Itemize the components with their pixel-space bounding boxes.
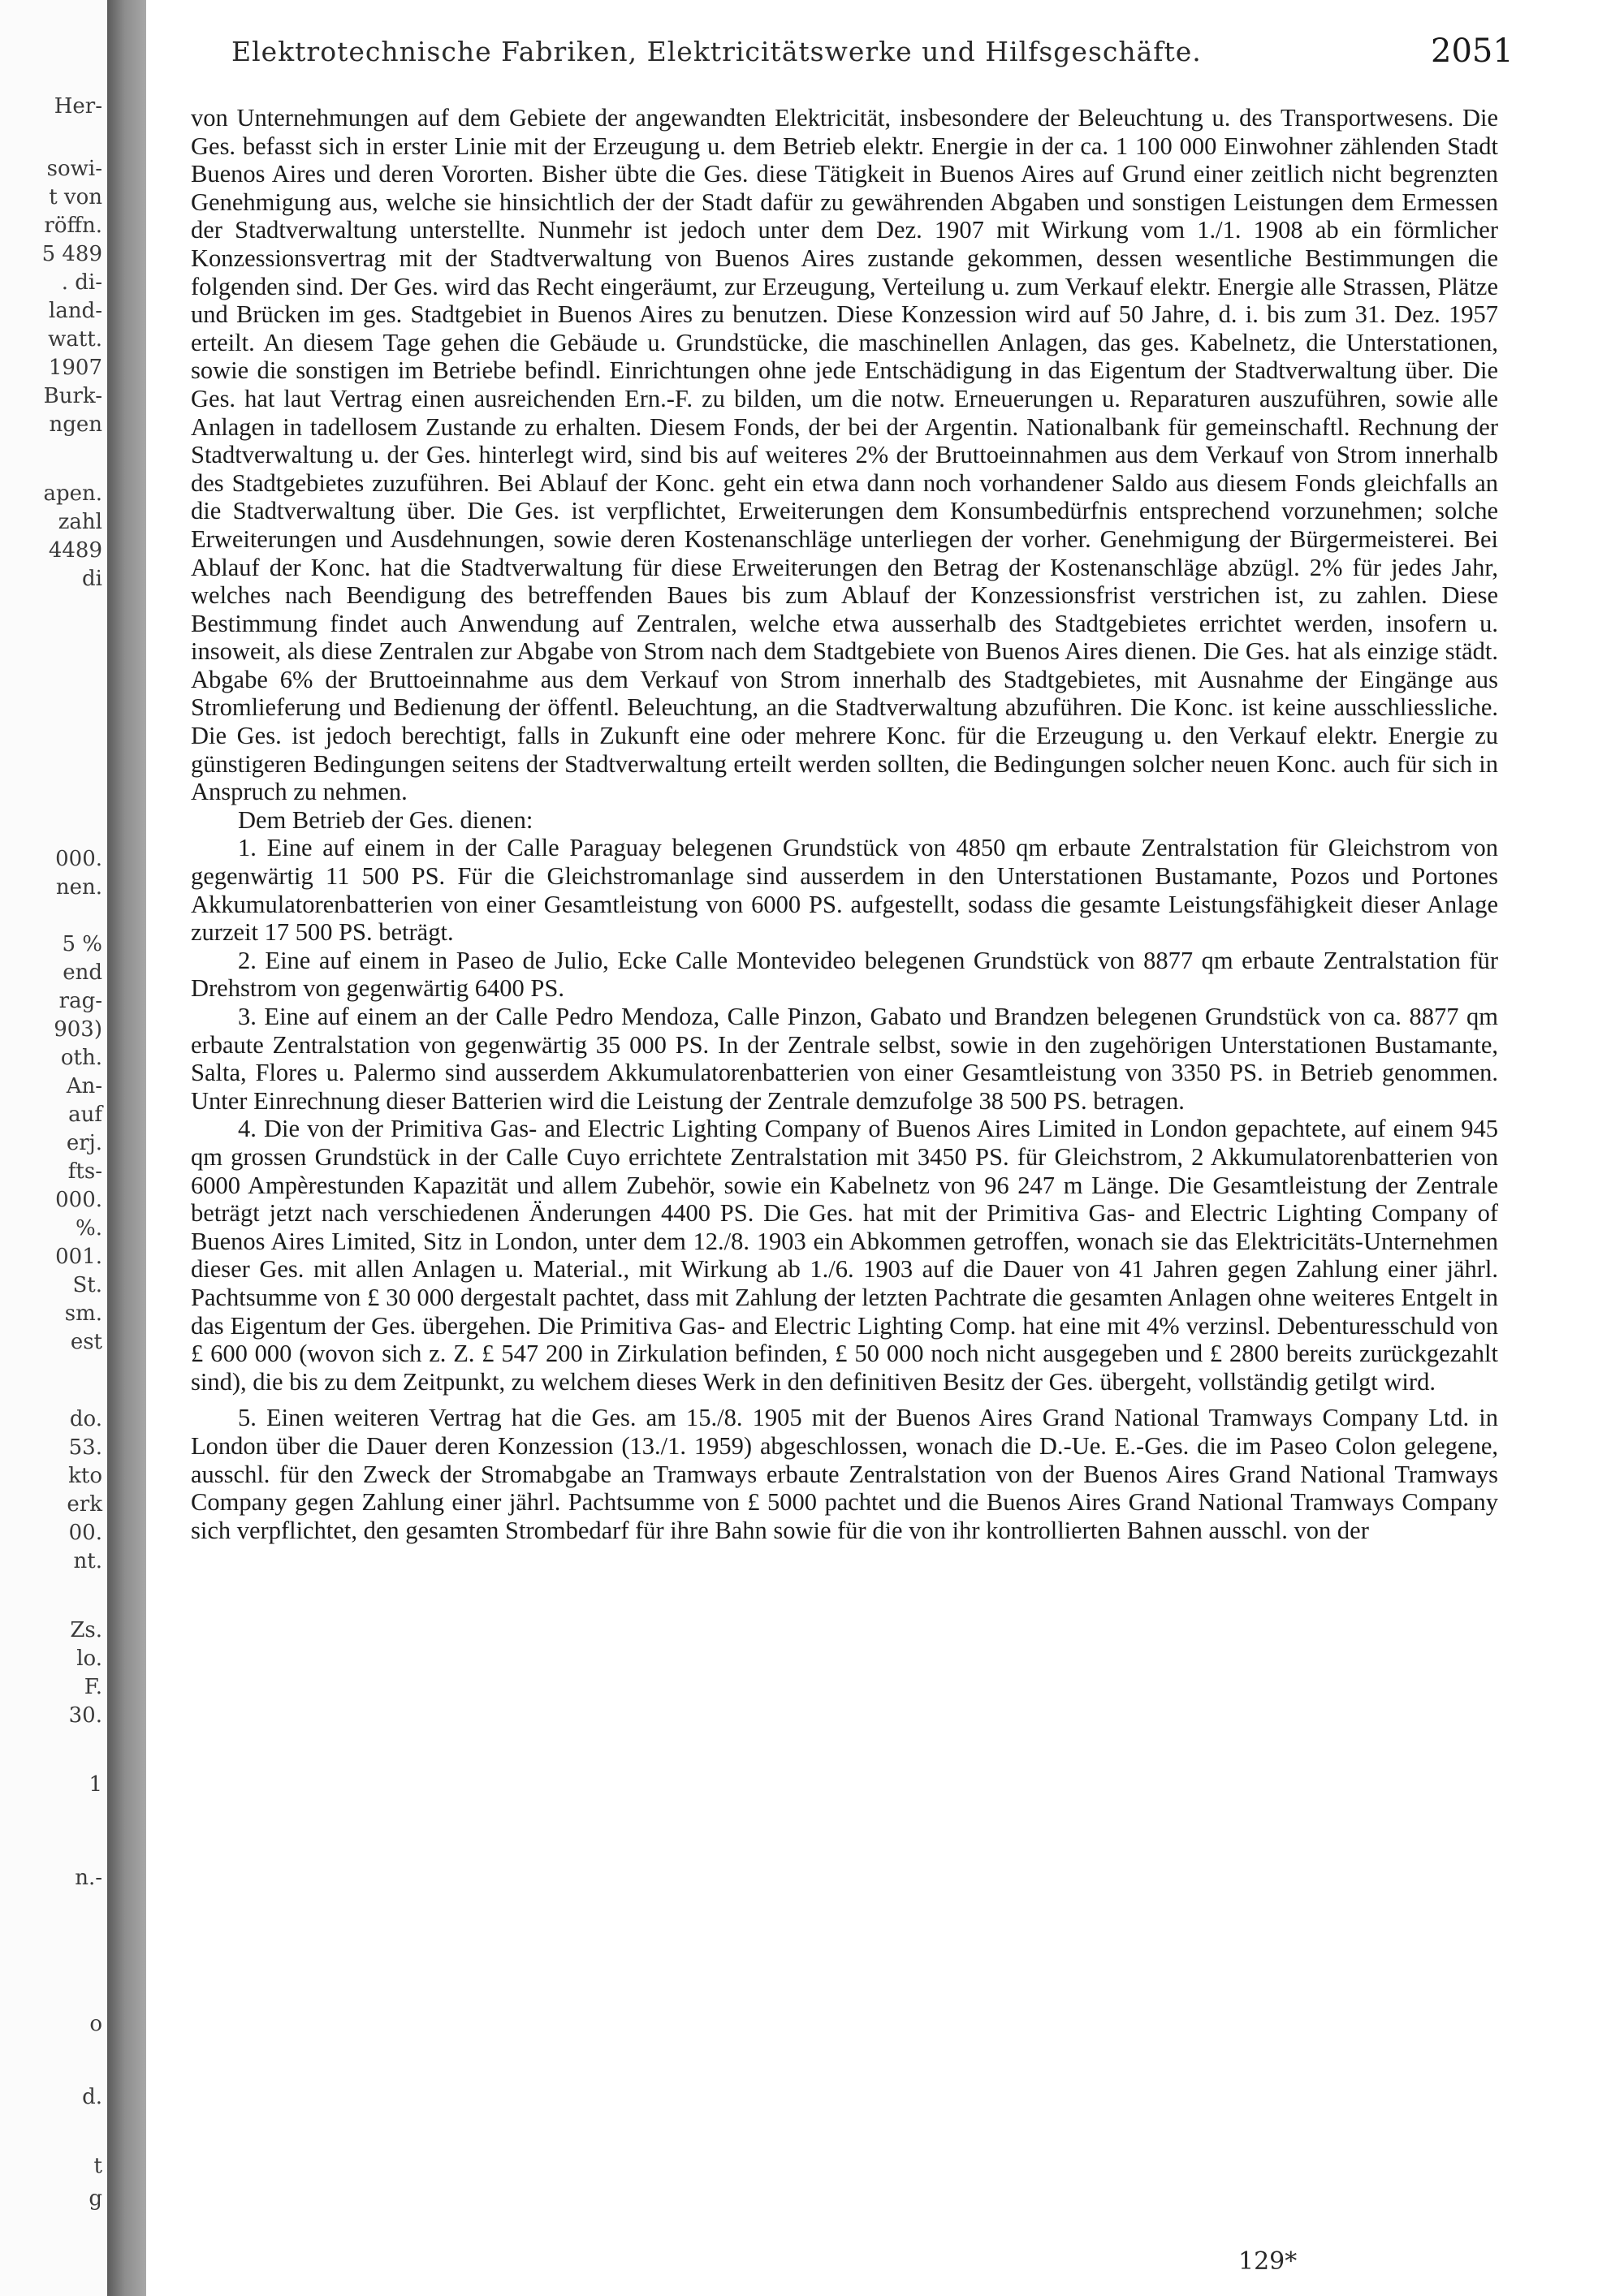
- margin-fragment: An-: [66, 1074, 102, 1098]
- margin-fragment: apen.: [43, 481, 102, 506]
- margin-fragment: do.: [69, 1407, 102, 1431]
- margin-fragment: fts-: [67, 1159, 102, 1184]
- margin-fragment: auf: [68, 1103, 102, 1127]
- margin-fragment: ngen: [49, 412, 102, 437]
- margin-fragment: 5 489: [41, 242, 102, 266]
- margin-fragment: rag-: [58, 989, 102, 1013]
- paragraph: 5. Einen weiteren Vertrag hat die Ges. am 15./8. 1905 mit der Buenos Aires Grand National Tramways Company Ltd. in London über die Dauer deren Konzession (13./1. 1959) abgeschlossen, wonach die D.-Ue. E.-Ges. die im Paseo Colon gelegene, ausschl. für den Zweck der Stromabgabe an Tramways erbaute Zentralstation von der Buenos Aires Grand National Tramways Company gegen Zahlung einer jährl. Pachtsumme von £ 5000 pachtet und die Buenos Aires Grand National Tramways Company sich verpflichtet, den gesamten Strombedarf für ihre Bahn sowie für die von ihr kontrollierten Bahnen ausschl. von der: [191, 1404, 1498, 1544]
- margin-fragment: g: [89, 2186, 102, 2211]
- margin-fragment: end: [63, 960, 102, 985]
- margin-fragment: watt.: [48, 327, 102, 352]
- book-gutter: [107, 0, 146, 2296]
- margin-fragment: 1: [89, 1772, 102, 1797]
- margin-fragment: o: [89, 2012, 102, 2036]
- page-number: 2051: [1431, 32, 1514, 70]
- margin-fragment: land-: [49, 299, 102, 323]
- margin-fragment: erk: [67, 1492, 102, 1517]
- margin-fragment: röffn.: [44, 214, 102, 238]
- margin-fragment: 00.: [68, 1521, 102, 1545]
- margin-fragment: Her-: [54, 94, 102, 119]
- margin-fragment: sm.: [64, 1301, 102, 1326]
- margin-fragment: 000.: [55, 1188, 102, 1212]
- margin-fragment: 4489: [48, 538, 102, 563]
- margin-fragment: . di-: [61, 270, 102, 295]
- margin-fragment: 903): [54, 1017, 102, 1042]
- paragraph: 3. Eine auf einem an der Calle Pedro Mendoza, Calle Pinzon, Gabato und Brandzen belegenen Grundstück von ca. 8877 qm erbaute Zentralstation von gegenwärtig 35 000 PS. In der Zentrale selbst, sowie in den zugehörigen Unterstationen Bustamante, Salta, Flores u. Palermo sind ausserdem Akkumulatorenbatterien von einer Gesamtleistung von 3350 PS. in Betrieb genommen. Unter Einrechnung dieser Batterien wird die Leistung der Zentrale demzufolge 38 500 PS. betragen.: [191, 1003, 1498, 1115]
- margin-fragment: 53.: [68, 1435, 102, 1460]
- margin-fragment: 30.: [68, 1703, 102, 1728]
- adjacent-page-edge: [0, 0, 107, 2296]
- margin-fragment: oth.: [60, 1046, 102, 1070]
- margin-fragment: kto: [68, 1464, 102, 1488]
- margin-fragment: St.: [72, 1273, 102, 1297]
- margin-fragment: t: [93, 2154, 102, 2178]
- margin-fragment: lo.: [76, 1646, 102, 1671]
- margin-fragment: 1907: [48, 356, 102, 380]
- paragraph: 2. Eine auf einem in Paseo de Julio, Ecke Calle Montevideo belegenen Grundstück von 8877 qm erbaute Zentralstation für Drehstrom von gegenwärtig 6400 PS.: [191, 946, 1498, 1003]
- margin-fragment: %.: [76, 1216, 102, 1241]
- margin-fragment: F.: [84, 1675, 102, 1699]
- paragraph: Dem Betrieb der Ges. dienen:: [238, 805, 533, 834]
- paragraph: 4. Die von der Primitiva Gas- and Electric Lighting Company of Buenos Aires Limited in London gepachtete, auf einem 945 qm grossen Grundstück in der Calle Cuyo errichtete Zentralstation mit 3450 PS. für Gleichstrom, 2 Akkumulatorenbatterien von 6000 Ampèrestunden Kapazität und allem Zubehör, sowie ein Kabelnetz von 96 247 m Länge. Die Gesamtleistung der Zentrale beträgt jetzt nach verschiedenen Änderungen 4400 PS. Die Ges. hat mit der Primitiva Gas- and Electric Lighting Company of Buenos Aires Limited, Sitz in London, unter dem 12./8. 1903 ein Abkommen getroffen, wonach sie das Elektricitäts-Unternehmen dieser Ges. mit allen Anlagen u. Material., mit Wirkung ab 1./6. 1903 auf die Dauer von 41 Jahren gegen Zahlung einer jährl. Pachtsumme von £ 30 000 dergestalt pachtet, dass mit Zahlung der letzten Pachtrate die gesamten Anlagen ohne weiteres Entgelt in das Eigentum der Ges. übergehen. Die Primitiva Gas- and Electric Lighting Comp. hat eine mit 4% verzinsl. Debenturesschuld von £ 600 000 (wovon sich z. Z. £ 547 200 in Zirkulation befinden, £ 50 000 noch nicht ausgegeben und £ 2800 bereits zurückgezahlt sind), die bis zu dem Zeitpunkt, zu welchem dieses Werk in den definitiven Besitz der Ges. übergeht, vollständig getilgt wird.: [191, 1115, 1498, 1396]
- margin-fragment: 5 %: [62, 932, 102, 956]
- margin-fragment: 001.: [55, 1245, 102, 1269]
- margin-fragment: 000.: [55, 847, 102, 871]
- paragraph: von Unternehmungen auf dem Gebiete der angewandten Elektricität, insbesondere der Beleuchtung u. des Transportwesens. Die Ges. befasst sich in erster Linie mit der Erzeugung u. dem Betrieb elektr. Energie in der ca. 1 100 000 Einwohner zählenden Stadt Buenos Aires und deren Vororten. Bisher übte die Ges. diese Tätigkeit in Buenos Aires auf Grund einer zeitlich nicht begrenzten Genehmigung aus, welche sie hinsichtlich der der Stadt dafür zu gewährenden Abgaben und sonstigen Leistungen dem Ermessen der Stadtverwaltung unterstellte. Nunmehr ist jedoch unter dem Dez. 1907 mit Wirkung vom 1./1. 1908 ab ein förmlicher Konzessionsvertrag mit der Stadtverwaltung von Buenos Aires zustande gekommen, dessen wesentliche Bestimmungen die folgenden sind. Der Ges. wird das Recht eingeräumt, zur Erzeugung, Verteilung u. zum Verkauf elektr. Energie alle Strassen, Plätze und Brücken im ges. Stadtgebiet in Buenos Aires zu benutzen. Diese Konzession wird auf 50 Jahre, d. i. bis zum 31. Dez. 1957 erteilt. An diesem Tage gehen die Gebäude u. Grundstücke, die maschinellen Anlagen, das ges. Kabelnetz, die Unterstationen, sowie die sonstigen im Betriebe befindl. Einrichtungen ohne jede Entschädigung in das Eigentum der Stadtverwaltung über. Die Ges. hat laut Vertrag einen ausreichenden Ern.-F. zu bilden, um die notw. Erneuerungen u. Reparaturen auszuführen, sowie alle Anlagen in tadellosem Zustande zu erhalten. Diesem Fonds, der bei der Argentin. Nationalbank für gemeinschaftl. Rechnung der Stadtverwaltung u. der Ges. hinterlegt wird, sind bis auf weiteres 2% der Bruttoeinnahmen aus dem Verkauf von Strom innerhalb des Stadtgebietes zuzuführen. Bei Ablauf der Konc. geht ein etwa dann noch vorhandener Saldo aus diesem Fonds gleichfalls an die Stadtverwaltung über. Die Ges. ist verpflichtet, Erweiterungen dem Konsumbedürfnis entsprechend vorzunehmen; solche Erweiterungen und Ausdehnungen, sowie deren Kostenanschläge unterliegen der vorher. Genehmigung der Bürgermeisterei. Bei Ablauf der Konc. hat die Stadtverwaltung für diese Erweiterungen den Betrag der Kostenanschläge abzügl. 2% für jedes Jahr, welches nach Beendigung des betreffenden Baues bis zum Ablauf der Konzessionsfrist verstrichen ist, zu zahlen. Diese Bestimmung findet auch Anwendung auf Zentralen, welche etwa ausserhalb des Stadtgebietes errichtet werden, insofern u. insoweit, als diese Zentralen zur Abgabe von Strom nach dem Stadtgebiete von Buenos Aires dienen. Die Ges. hat als einzige städt. Abgabe 6% der Bruttoeinnahme aus dem Verkauf von Strom innerhalb des Stadtgebietes, mit Ausnahme der Eingänge aus Stromlieferung und Bedienung der öffentl. Beleuchtung, an die Stadtverwaltung abzuführen. Die Konc. ist keine ausschliessliche. Die Ges. ist jedoch berechtigt, falls in Zukunft eine oder mehrere Konc. für die Erzeugung u. den Verkauf elektr. Energie zu günstigeren Bedingungen seitens der Stadtverwaltung erteilt werden sollten, die Bedingungen solcher neuen Konc. auch für sich in Anspruch zu nehmen.: [191, 104, 1498, 806]
- body-text: [191, 104, 1498, 1544]
- margin-fragment: nt.: [73, 1549, 102, 1573]
- margin-fragment: d.: [82, 2085, 102, 2109]
- margin-fragment: zahl: [58, 510, 102, 534]
- margin-fragment: t von: [49, 185, 102, 209]
- margin-fragment: n.-: [75, 1866, 102, 1890]
- running-head: Elektrotechnische Fabriken, Elektricitätswerke und Hilfsgeschäfte.: [231, 36, 1202, 67]
- margin-fragment: di: [82, 567, 102, 591]
- margin-fragment: erj.: [66, 1131, 102, 1155]
- signature-mark: 129*: [1238, 2247, 1298, 2276]
- margin-fragment: est: [70, 1330, 102, 1354]
- margin-fragment: Zs.: [70, 1618, 102, 1642]
- margin-fragment: sowi-: [46, 157, 102, 181]
- margin-fragment: Burk-: [43, 384, 102, 408]
- paragraph: 1. Eine auf einem in der Calle Paraguay belegenen Grundstück von 4850 qm erbaute Zentralstation für Gleichstrom von gegenwärtig 11 500 PS. Für die Gleichstromanlage sind ausserdem in den Unterstationen Bustamante, Pozos und Portones Akkumulatorenbatterien von einer Gesamtleistung von 6000 PS. aufgestellt, sodass die gesamte Leistungsfähigkeit dieser Anlage zurzeit 17 500 PS. beträgt.: [191, 834, 1498, 947]
- margin-fragment: nen.: [55, 875, 102, 900]
